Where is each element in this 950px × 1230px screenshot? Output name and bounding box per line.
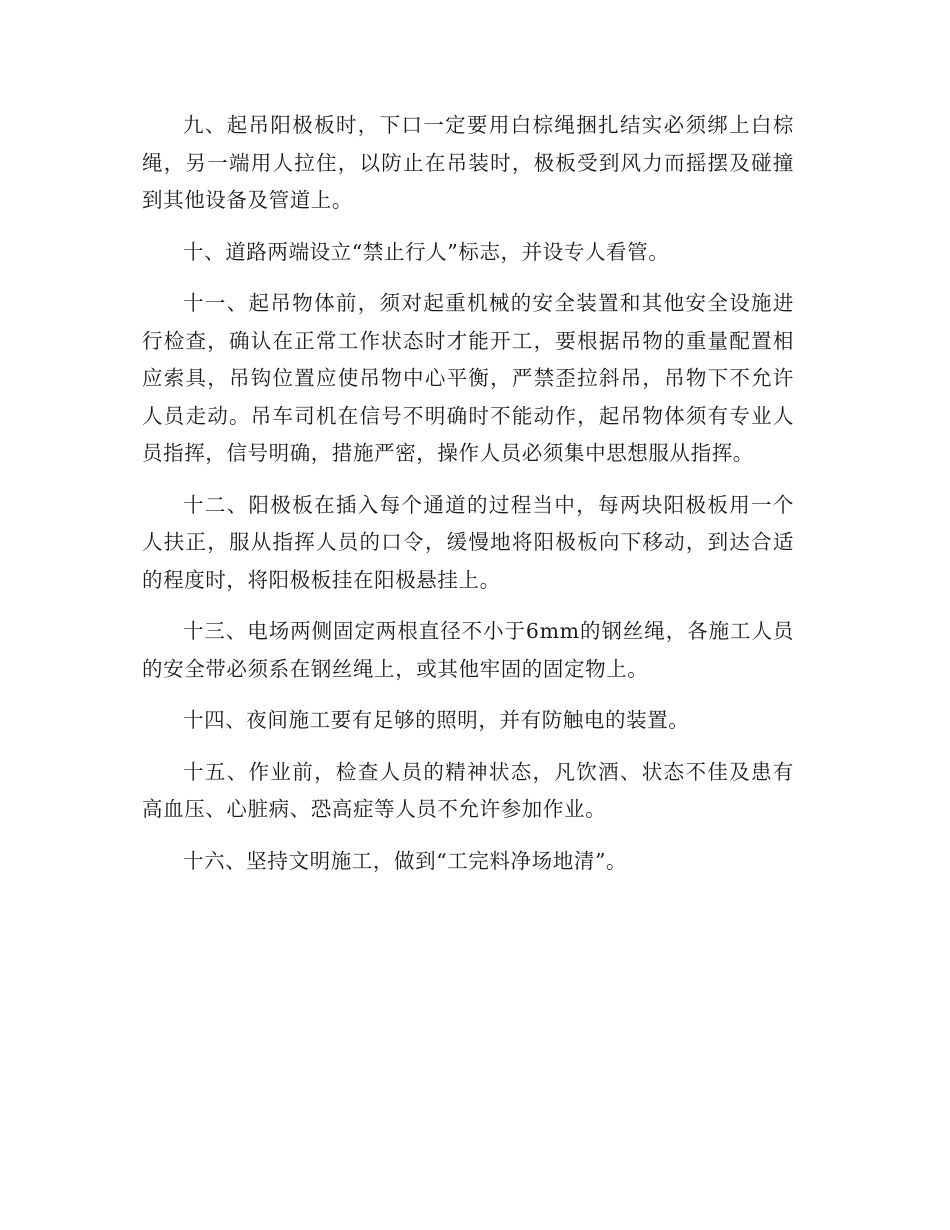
paragraph-15: 十五、作业前，检查人员的精神状态，凡饮酒、状态不佳及患有高血压、心脏病、恐高症等人员不允许参加作业。 (142, 759, 794, 821)
paragraph-12: 十二、阳极板在插入每个通道的过程当中，每两块阳极板用一个人扶正，服从指挥人员的口令，缓慢地将阳极板向下移动，到达合适的程度时，将阳极板挂在阳极悬挂上。 (142, 492, 794, 592)
paragraph-9: 九、起吊阳极板时，下口一定要用白棕绳捆扎结实必须绑上白棕绳，另一端用人拉住，以防止在吊装时，极板受到风力而摇摆及碰撞到其他设备及管道上。 (142, 113, 794, 212)
paragraph-14: 十四、夜间施工要有足够的照明，并有防触电的装置。 (183, 708, 690, 732)
paragraph-16: 十六、坚持文明施工，做到“工完料净场地清”。 (183, 848, 628, 873)
paragraph-13: 十三、电场两侧固定两根直径不小于6mm的钢丝绳，各施工人员的安全带必须系在钢丝绳上，或其他牢固的固定物上。 (142, 619, 794, 681)
paragraph-11: 十一、起吊物体前，须对起重机械的安全装置和其他安全设施进行检查，确认在正常工作状态时才能开工，要根据吊物的重量配置相应索具，吊钩位置应使吊物中心平衡，严禁歪拉斜吊，吊物下不允许人员走动。吊车司机在信号不明确时不能动作，起吊物体须有专业人员指挥，信号明确，措施严密，操作人员必须集中思想服从指挥。 (142, 291, 794, 465)
document-body (142, 107, 794, 894)
paragraph-10: 十、道路两端设立“禁止行人”标志，并设专人看管。 (183, 239, 670, 264)
